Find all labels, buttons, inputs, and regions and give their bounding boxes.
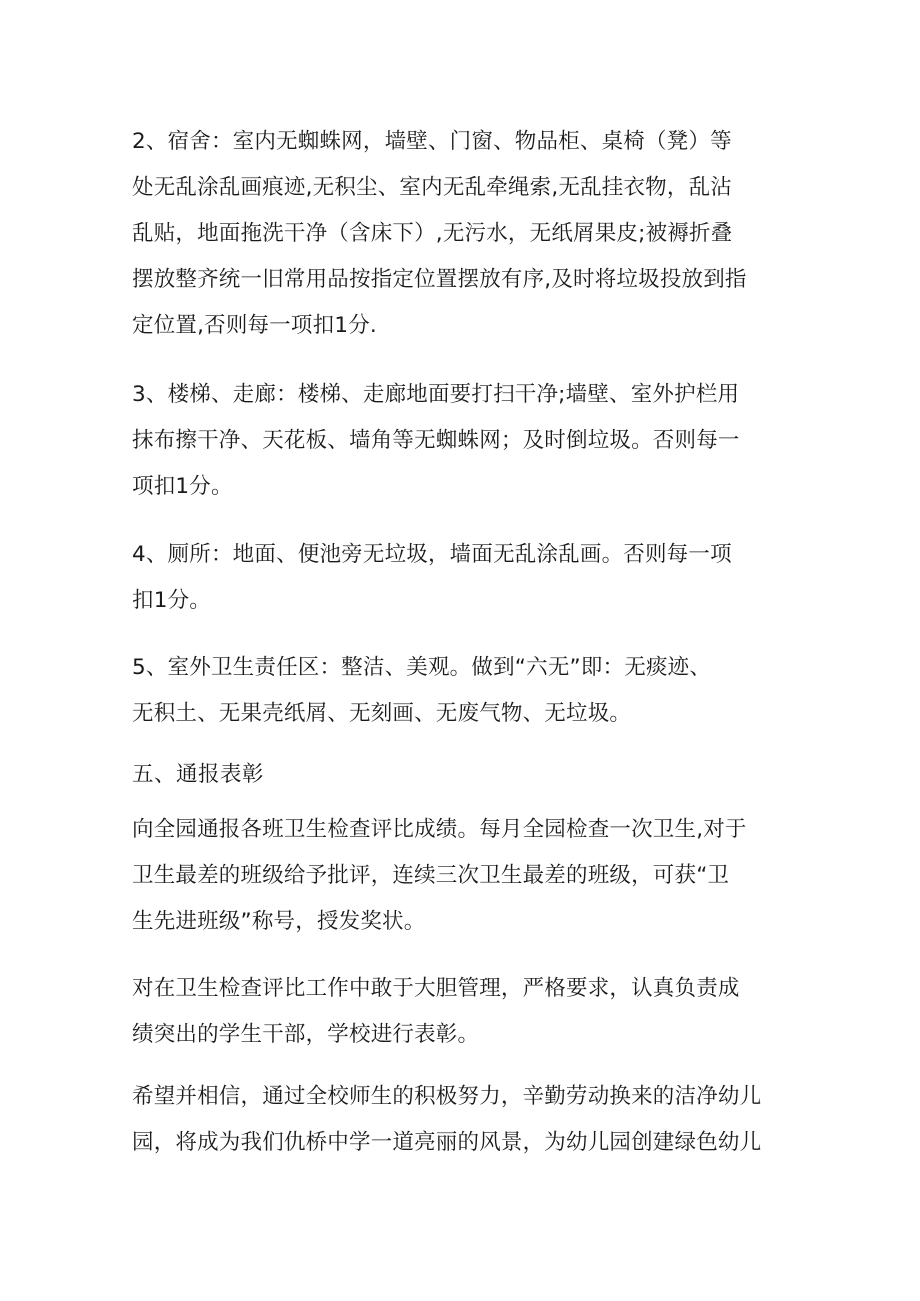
text-line: 卫生最差的班级给予批评，连续三次卫生最差的班级，可获“卫 <box>132 863 730 888</box>
section-heading <box>132 752 792 798</box>
text-line: 园，将成为我们仇桥中学一道亮丽的风景，为幼儿园创建绿色幼儿 <box>132 1130 762 1155</box>
text-line: 希望并相信，通过全校师生的积极努力，辛勤劳动换来的洁净幼儿 <box>132 1084 762 1109</box>
text-line: 摆放整齐统一旧常用品按指定位置摆放有序,及时将垃圾投放到指 <box>132 267 747 292</box>
paragraph-commend <box>132 966 792 1058</box>
text-line: 项扣1分。 <box>132 474 233 499</box>
text-line: 处无乱涂乱画痕迹,无积尘、室内无乱牵绳索,无乱挂衣物，乱沾 <box>132 175 732 200</box>
paragraph-item-5-outdoor-area <box>132 645 792 737</box>
text-line: 扣1分。 <box>132 588 211 613</box>
text-line: 向全园通报各班卫生检查评比成绩。每月全园检查一次卫生,对于 <box>132 817 747 842</box>
text-line: 生先进班级”称号，授发奖状。 <box>132 909 426 934</box>
paragraph-closing <box>132 1074 792 1166</box>
text-line: 对在卫生检查评比工作中敢于大胆管理，严格要求，认真负责成 <box>132 976 740 1001</box>
text-line: 2、宿舍：室内无蜘蛛网，墙壁、门窗、物品柜、桌椅（凳）等 <box>132 129 732 154</box>
paragraph-item-2-dormitory <box>132 119 792 349</box>
text-line: 无积土、无果壳纸屑、无刻画、无废气物、无垃圾。 <box>132 701 632 726</box>
paragraph-notice <box>132 807 792 945</box>
text-line: 5、室外卫生责任区：整洁、美观。做到“六无”即：无痰迹、 <box>132 655 712 680</box>
heading-text: 五、通报表彰 <box>132 762 265 787</box>
text-line: 4、厕所：地面、便池旁无垃圾，墙面无乱涂乱画。否则每一项 <box>132 542 732 567</box>
text-line: 3、楼梯、走廊：楼梯、走廊地面要打扫干净;墙壁、室外护栏用 <box>132 382 740 407</box>
paragraph-item-3-stairs-corridor <box>132 372 792 510</box>
text-line: 定位置,否则每一项扣1分. <box>132 313 377 338</box>
text-line: 抹布擦干净、天花板、墙角等无蜘蛛网；及时倒垃圾。否则每一 <box>132 428 740 453</box>
text-line: 绩突出的学生干部，学校进行表彰。 <box>132 1022 480 1047</box>
paragraph-item-4-toilet <box>132 532 792 624</box>
text-line: 乱贴，地面拖洗干净（含床下）,无污水，无纸屑果皮;被褥折叠 <box>132 221 733 246</box>
